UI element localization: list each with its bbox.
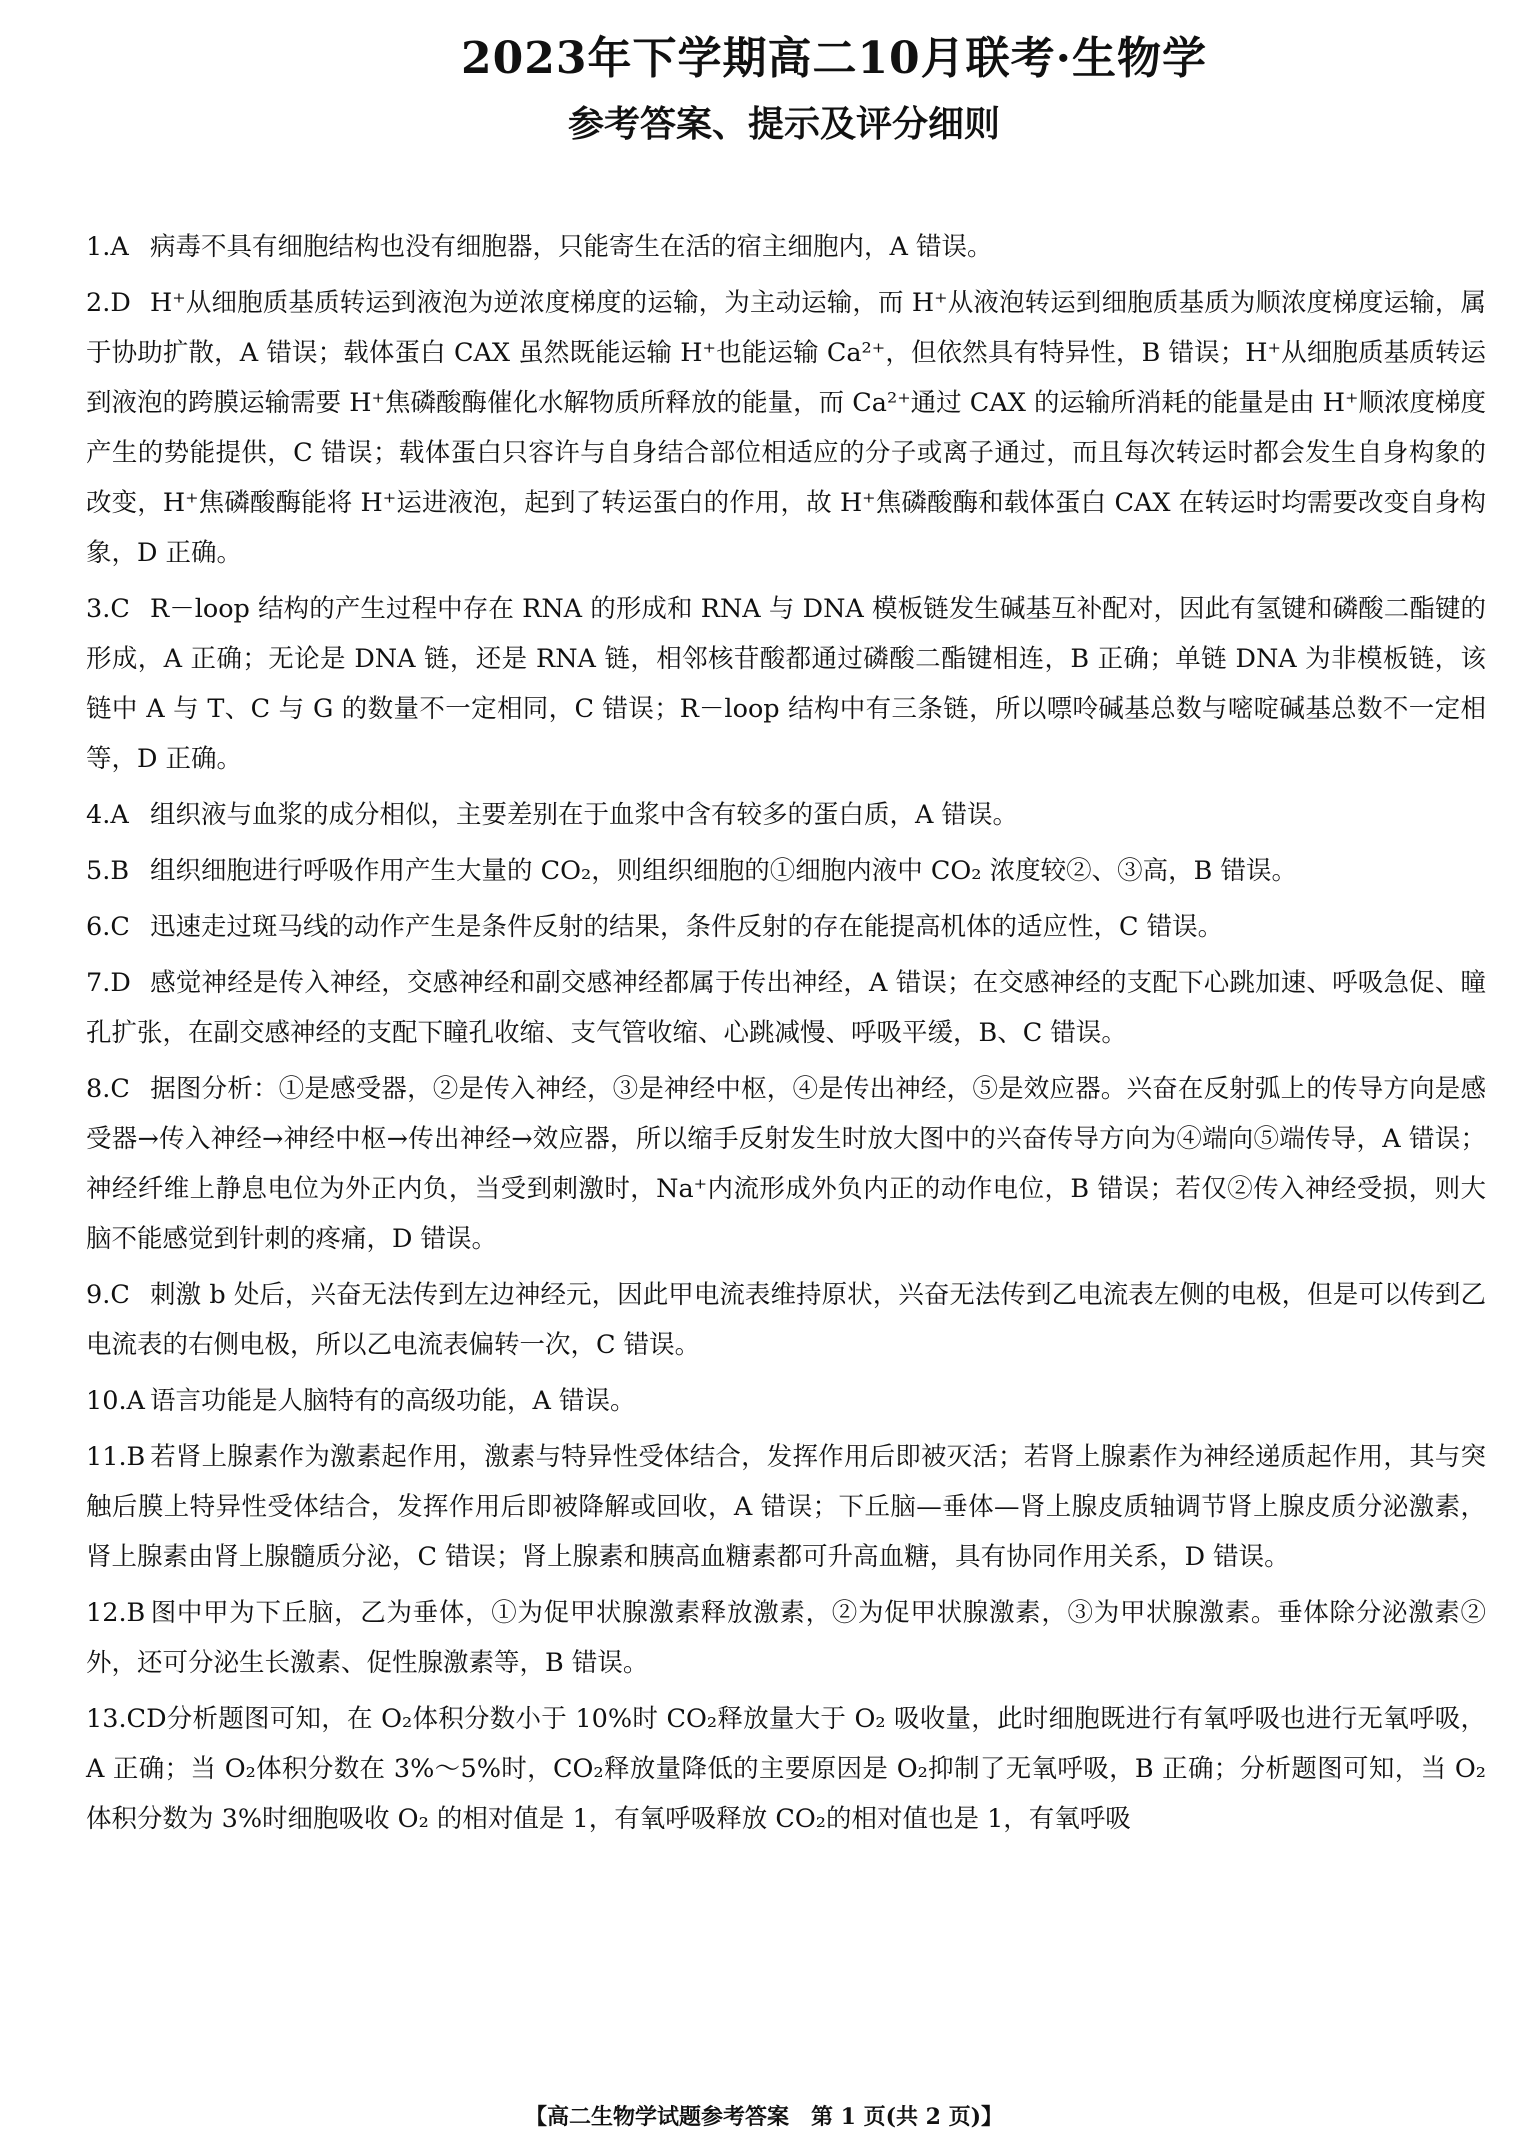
answer-text: 病毒不具有细胞结构也没有细胞器，只能寄生在活的宿主细胞内，A 错误。 <box>150 232 993 262</box>
page-footer: 【高二生物学试题参考答案 第 1 页(共 2 页)】 <box>524 2104 1004 2130</box>
answer-item-12 <box>86 1588 1486 1688</box>
answer-text: 刺激 b 处后，兴奋无法传到左边神经元，因此甲电流表维持原状，兴奋无法传到乙电流表左侧的电极，但是可以传到乙电流表的右侧电极，所以乙电流表偏转一次，C 错误。 <box>86 1280 1486 1360</box>
answer-number: 10.A <box>86 1386 145 1416</box>
answer-number: 8.C <box>86 1074 130 1104</box>
answer-number: 12.B <box>86 1598 146 1628</box>
answer-list <box>86 222 1486 1850</box>
answer-item-9 <box>86 1270 1486 1370</box>
answer-item-2 <box>86 278 1486 578</box>
answer-item-7 <box>86 958 1486 1058</box>
answer-number: 2.D <box>86 288 131 318</box>
answer-text: 组织细胞进行呼吸作用产生大量的 CO₂，则组织细胞的①细胞内液中 CO₂ 浓度较②、③高，B 错误。 <box>150 856 1297 886</box>
answer-text: 图中甲为下丘脑，乙为垂体，①为促甲状腺激素释放激素，②为促甲状腺激素，③为甲状腺激素。垂体除分泌激素②外，还可分泌生长激素、促性腺激素等，B 错误。 <box>86 1598 1486 1678</box>
answer-item-5 <box>86 846 1486 896</box>
answer-text: H⁺从细胞质基质转运到液泡为逆浓度梯度的运输，为主动运输，而 H⁺从液泡转运到细胞质基质为顺浓度梯度运输，属于协助扩散，A 错误；载体蛋白 CAX 虽然既能运输 H⁺也能运输 Ca²⁺，但依然具有特异性，B 错误；H⁺从细胞质基质转运到液泡的跨膜运输需要 H⁺焦磷酸酶催化水解物质所释放的能量，而 Ca²⁺通过 CAX 的运输所消耗的能量是由 H⁺顺浓度梯度产生的势能提供，C 错误；载体蛋白只容许与自身结合部位相适应的分子或离子通过，而且每次转运时都会发生自身构象的改变，H⁺焦磷酸酶能将 H⁺运进液泡，起到了转运蛋白的作用，故 H⁺焦磷酸酶和载体蛋白 CAX 在转运时均需要改变自身构象，D 正确。 <box>86 288 1486 568</box>
answer-number: 6.C <box>86 912 130 942</box>
answer-text: 据图分析：①是感受器，②是传入神经，③是神经中枢，④是传出神经，⑤是效应器。兴奋在反射弧上的传导方向是感受器→传入神经→神经中枢→传出神经→效应器，所以缩手反射发生时放大图中的兴奋传导方向为④端向⑤端传导，A 错误；神经纤维上静息电位为外正内负，当受到刺激时，Na⁺内流形成外负内正的动作电位，B 错误；若仅②传入神经受损，则大脑不能感觉到针刺的疼痛，D 错误。 <box>86 1074 1486 1254</box>
answer-text: 语言功能是人脑特有的高级功能，A 错误。 <box>150 1386 636 1416</box>
answer-item-1 <box>86 222 1486 272</box>
answer-text: 若肾上腺素作为激素起作用，激素与特异性受体结合，发挥作用后即被灭活；若肾上腺素作为神经递质起作用，其与突触后膜上特异性受体结合，发挥作用后即被降解或回收，A 错误；下丘脑—垂体—肾上腺皮质轴调节肾上腺皮质分泌激素，肾上腺素由肾上腺髓质分泌，C 错误；肾上腺素和胰高血糖素都可升高血糖，具有协同作用关系，D 错误。 <box>86 1442 1486 1572</box>
answer-item-13 <box>86 1694 1486 1844</box>
answer-item-8 <box>86 1064 1486 1264</box>
answer-number: 3.C <box>86 594 130 624</box>
answer-item-3 <box>86 584 1486 784</box>
answer-item-4 <box>86 790 1486 840</box>
answer-text: R－loop 结构的产生过程中存在 RNA 的形成和 RNA 与 DNA 模板链发生碱基互补配对，因此有氢键和磷酸二酯键的形成，A 正确；无论是 DNA 链，还是 RNA 链，相邻核苷酸都通过磷酸二酯键相连，B 正确；单链 DNA 为非模板链，该链中 A 与 T、C 与 G 的数量不一定相同，C 错误；R－loop 结构中有三条链，所以嘌呤碱基总数与嘧啶碱基总数不一定相等，D 正确。 <box>86 594 1486 774</box>
page-subtitle: 参考答案、提示及评分细则 <box>567 103 1000 145</box>
answer-number: 9.C <box>86 1280 130 1310</box>
answer-text: 分析题图可知，在 O₂体积分数小于 10%时 CO₂释放量大于 O₂ 吸收量，此时细胞既进行有氧呼吸也进行无氧呼吸，A 正确；当 O₂体积分数在 3%～5%时，CO₂释放量降低的主要原因是 O₂抑制了无氧呼吸，B 正确；分析题图可知，当 O₂体积分数为 3%时细胞吸收 O₂ 的相对值是 1，有氧呼吸释放 CO₂的相对值也是 1，有氧呼吸 <box>86 1704 1486 1834</box>
answer-item-11 <box>86 1432 1486 1582</box>
answer-item-10 <box>86 1376 1486 1426</box>
answer-number: 4.A <box>86 800 129 830</box>
answer-number: 13.CD <box>86 1704 167 1734</box>
answer-number: 7.D <box>86 968 131 998</box>
page-title: 2023年下学期高二10月联考·生物学 <box>460 33 1207 84</box>
answer-text: 组织液与血浆的成分相似，主要差别在于血浆中含有较多的蛋白质，A 错误。 <box>150 800 1019 830</box>
answer-item-6 <box>86 902 1486 952</box>
answer-number: 11.B <box>86 1442 146 1472</box>
answer-text: 感觉神经是传入神经，交感神经和副交感神经都属于传出神经，A 错误；在交感神经的支配下心跳加速、呼吸急促、瞳孔扩张，在副交感神经的支配下瞳孔收缩、支气管收缩、心跳减慢、呼吸平缓，B、C 错误。 <box>86 968 1486 1048</box>
answer-number: 1.A <box>86 232 129 262</box>
answer-number: 5.B <box>86 856 130 886</box>
answer-text: 迅速走过斑马线的动作产生是条件反射的结果，条件反射的存在能提高机体的适应性，C 错误。 <box>150 912 1224 942</box>
